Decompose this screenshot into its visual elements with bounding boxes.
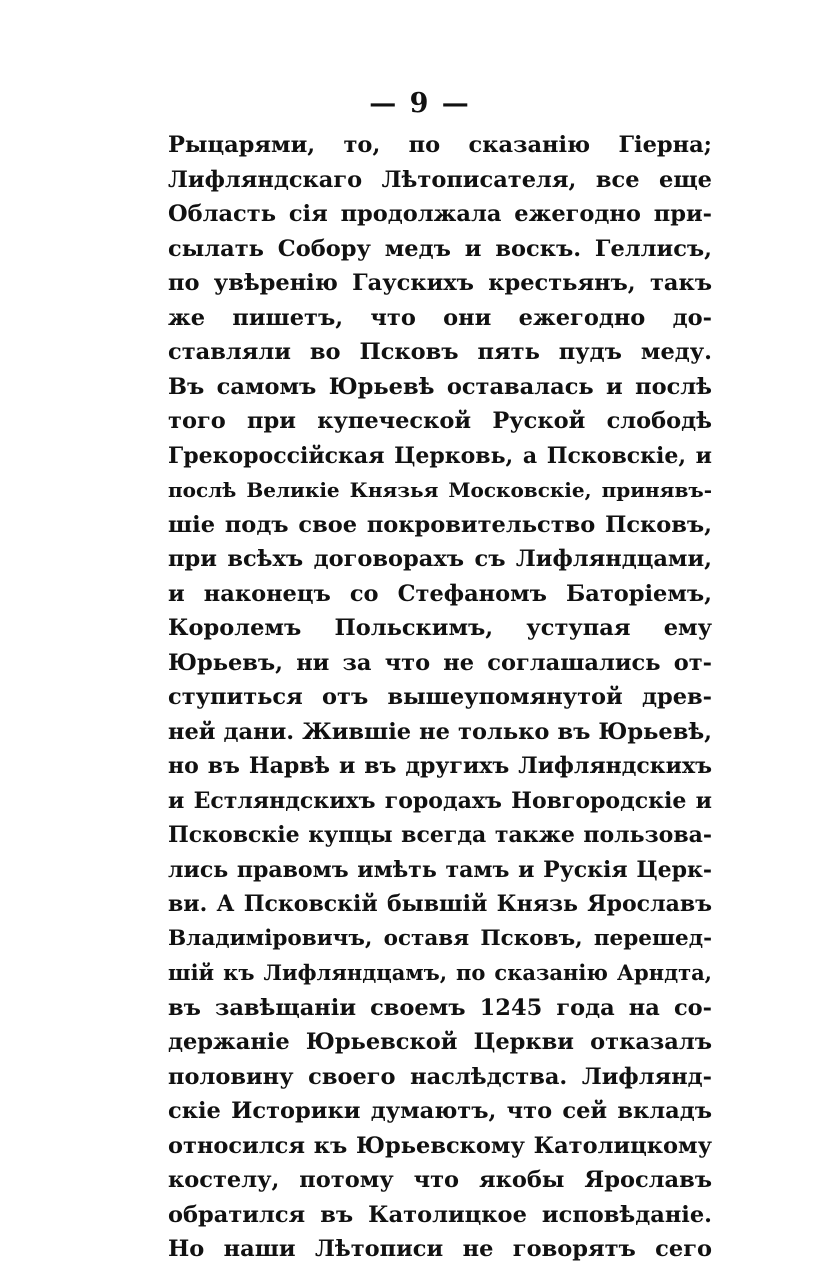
text-line: держаніе Юрьевской Церкви отказалъ [168, 1029, 712, 1055]
text-line: лись правомъ имѣть тамъ и Рускія Церк- [168, 856, 712, 883]
text-line: въ завѣщаніи своемъ 1245 года на со- [168, 994, 712, 1021]
body-text [168, 128, 712, 1267]
text-line: сылать Собору медъ и воскъ. Геллисъ, [168, 235, 712, 262]
page-number: — 9 — [369, 88, 471, 119]
text-line: шій къ Лифляндцамъ, по сказанію Арндта, [168, 960, 712, 985]
text-line: Рыцарями, то, по сказанію Гіерна; [168, 132, 712, 158]
text-line: Область сія продолжала ежегодно при- [168, 201, 712, 227]
text-line: костелу, потому что якобы Ярославъ [168, 1167, 712, 1193]
text-line: Лифляндскаго Лѣтописателя, все еще [168, 166, 712, 193]
text-line: же пишетъ, что они ежегодно до- [168, 304, 712, 331]
text-line: Псковскіе купцы всегда также пользова- [168, 822, 712, 848]
text-line: но въ Нарвѣ и въ другихъ Лифляндскихъ [168, 753, 712, 779]
text-line: того при купеческой Руской слободѣ [168, 408, 712, 434]
text-line: скіе Историки думаютъ, что сей вкладъ [168, 1098, 712, 1124]
text-line: ступиться отъ вышеупомянутой древ- [168, 684, 712, 710]
text-line: обратился въ Католицкое исповѣданіе. [168, 1201, 712, 1228]
text-line: по увѣренію Гаускихъ крестьянъ, такъ [168, 270, 712, 296]
text-line: Королемъ Польскимъ, уступая ему [168, 615, 712, 641]
text-line: Юрьевъ, ни за что не соглашались от- [168, 649, 712, 676]
text-line: и Естляндскихъ городахъ Новгородскіе и [168, 787, 712, 814]
text-line: Владиміровичъ, оставя Псковъ, перешед- [168, 925, 712, 951]
text-line: и наконецъ со Стефаномъ Баторіемъ, [168, 580, 712, 607]
text-line: половину своего наслѣдства. Лифлянд- [168, 1063, 712, 1090]
text-line: относился къ Юрьевскому Католицкому [168, 1132, 712, 1159]
text-line: шіе подъ свое покровительство Псковъ, [168, 511, 712, 538]
text-line: Грекороссійская Церковь, а Псковскіе, и [168, 442, 712, 469]
text-line: ней дани. Жившіе не только въ Юрьевѣ, [168, 718, 712, 745]
text-line: послѣ Великіе Князья Московскіе, принявъ- [168, 478, 712, 502]
text-line: Въ самомъ Юрьевѣ оставалась и послѣ [168, 373, 712, 400]
text-line: ви. А Псковскій бывшій Князь Ярославъ [168, 891, 712, 917]
text-line: при всѣхъ договорахъ съ Лифляндцами, [168, 546, 712, 572]
text-line: ставляли во Псковъ пять пудъ меду. [168, 339, 712, 365]
text-line: Но наши Лѣтописи не говорятъ сего [168, 1236, 712, 1262]
